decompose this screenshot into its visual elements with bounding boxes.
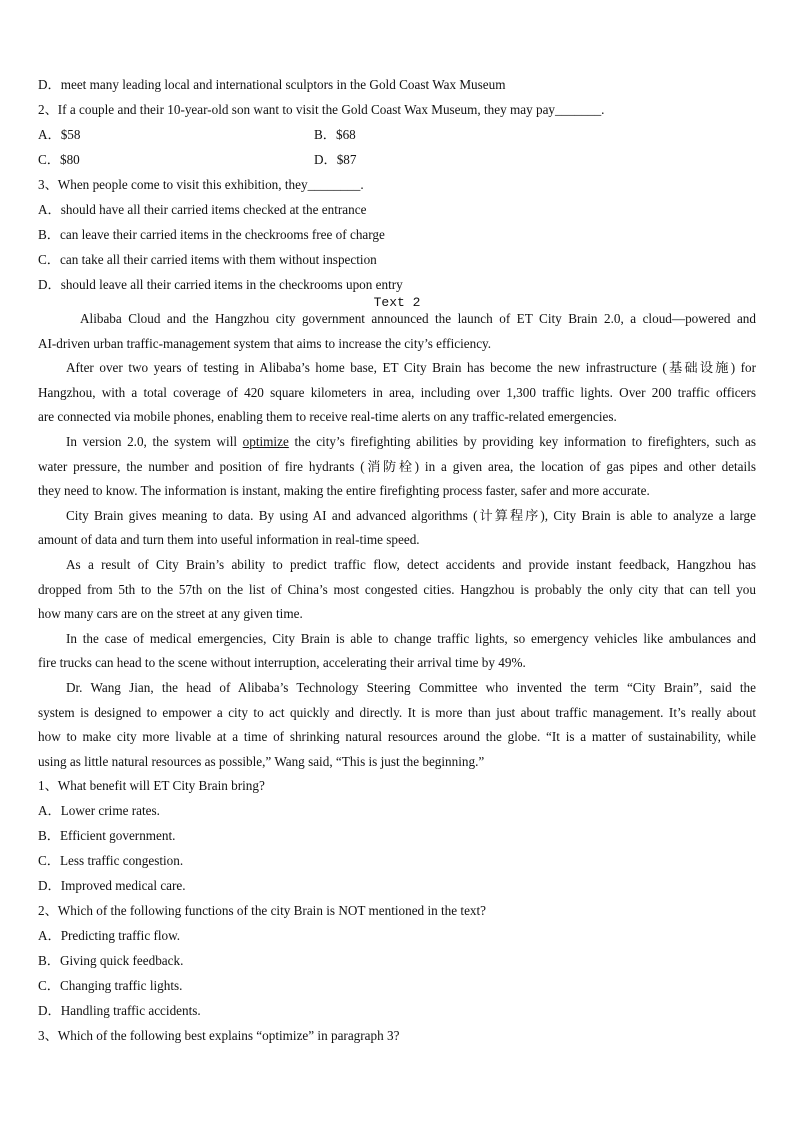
question-2-option-d: D．Handling traffic accidents. xyxy=(38,1003,201,1019)
paragraph-3-line-3: they need to know. The information is instant, making the entire firefighting process faster, safer and more accurate. xyxy=(38,483,650,499)
question-1-option-b: B．Efficient government. xyxy=(38,828,176,844)
paragraph-2-line-1: After over two years of testing in Alibaba’s home base, ET City Brain has become the new infrastructure (基础设施) for xyxy=(66,360,756,376)
paragraph-2-line-2: Hangzhou, with a total coverage of 420 square kilometers in area, including over 1,300 traffic lights. Over 200 traffic officers xyxy=(38,384,756,400)
q2-option-b: B．$68 xyxy=(314,127,356,142)
paragraph-2-line-3: are connected via mobile phones, enabling them to receive real-time alerts on any traffic-related emergencies. xyxy=(38,409,617,425)
paragraph-6-line-1: In the case of medical emergencies, City Brain is able to change traffic lights, so emergency vehicles like ambulances and xyxy=(66,630,756,646)
q2-question: 2、If a couple and their 10-year-old son want to visit the Gold Coast Wax Museum, they may pay_______. xyxy=(38,102,605,117)
text2-questions xyxy=(38,777,756,1052)
paragraph-7-line-2: system is designed to empower a city to act quickly and directly. It is more than just about traffic management. It’s really about xyxy=(38,704,756,720)
q2-option-c: C．$80 xyxy=(38,152,80,167)
text-segment: In version 2.0, the system will xyxy=(66,433,243,449)
paragraph-3-line-1 xyxy=(38,433,756,458)
paragraph-7-line-3: how to make city more livable at a time of shrinking natural resources around the globe. “It is a matter of sustainability, while xyxy=(38,729,756,745)
q3-option-d: D．should leave all their carried items in the checkrooms upon entry xyxy=(38,277,403,292)
paragraph-5-line-2: dropped from 5th to the 57th on the list of China’s most congested cities. Hangzhou is probably the only city that can tell you xyxy=(38,581,756,597)
paragraph-7-line-1: Dr. Wang Jian, the head of Alibaba’s Technology Steering Committee who invented the term “City Brain”, said the xyxy=(66,679,756,695)
q3-question: 3、When people come to visit this exhibition, they________. xyxy=(38,177,364,192)
paragraph-1-line-1: Alibaba Cloud and the Hangzhou city government announced the launch of ET City Brain 2.0, a cloud—powered and xyxy=(80,311,756,326)
question-2: 2、Which of the following functions of the city Brain is NOT mentioned in the text? xyxy=(38,903,487,919)
q3-option-b: B．can leave their carried items in the checkrooms free of charge xyxy=(38,227,385,242)
q1-option-d: D．meet many leading local and international sculptors in the Gold Coast Wax Museum xyxy=(38,77,506,92)
paragraph-5-line-1: As a result of City Brain’s ability to predict traffic flow, detect accidents and provide instant feedback, Hangzhou has xyxy=(66,556,756,572)
question-2-option-b: B．Giving quick feedback. xyxy=(38,953,184,969)
q2-option-d: D．$87 xyxy=(314,152,357,167)
text2-passage xyxy=(38,310,756,777)
question-3: 3、Which of the following best explains “optimize” in paragraph 3? xyxy=(38,1028,400,1044)
section-title-text2: Text 2 xyxy=(373,295,421,310)
question-2-option-c: C．Changing traffic lights. xyxy=(38,978,183,994)
paragraph-5-line-3: how many cars are on the street at any given time. xyxy=(38,606,303,622)
paragraph-6-line-2: fire trucks can head to the scene without interruption, accelerating their arrival time by 49%. xyxy=(38,655,526,671)
q2-option-a: A．$58 xyxy=(38,127,81,142)
question-1: 1、What benefit will ET City Brain bring? xyxy=(38,778,265,794)
q3-option-c: C．can take all their carried items with them without inspection xyxy=(38,252,377,267)
q3-option-a: A．should have all their carried items checked at the entrance xyxy=(38,202,367,217)
q2-options-row-1 xyxy=(38,126,756,151)
paragraph-3-line-2: water pressure, the number and position of fire hydrants (消防栓) in a given area, the location of gas pipes and other details xyxy=(38,458,756,474)
text-segment: the city’s firefighting abilities by providing key information to firefighters, such as xyxy=(288,433,756,449)
paragraph-4-line-2: amount of data and turn them into useful information in real-time speed. xyxy=(38,532,420,548)
q2-options-row-2 xyxy=(38,151,756,176)
paragraph-1-line-2: AI-driven urban traffic-management system that aims to increase the city’s efficiency. xyxy=(38,335,492,351)
paragraph-4-line-1: City Brain gives meaning to data. By using AI and advanced algorithms (计算程序), City Brain is able to analyze a large xyxy=(66,507,756,523)
paragraph-7-line-4: using as little natural resources as possible,” Wang said, “This is just the beginning.” xyxy=(38,753,485,769)
question-1-option-a: A．Lower crime rates. xyxy=(38,803,160,819)
question-1-option-c: C．Less traffic congestion. xyxy=(38,853,184,869)
question-2-option-a: A．Predicting traffic flow. xyxy=(38,928,181,944)
underlined-word: optimize xyxy=(242,433,289,449)
question-1-option-d: D．Improved medical care. xyxy=(38,878,186,894)
document-page xyxy=(38,76,756,1052)
